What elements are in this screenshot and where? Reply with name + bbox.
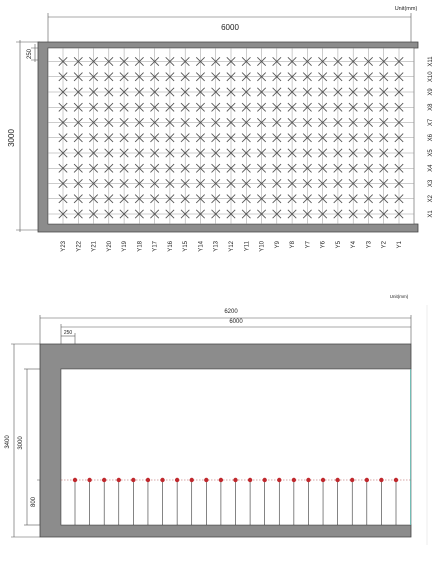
plan-y-label: Y14 <box>198 241 205 252</box>
plan-y-label: Y13 <box>213 241 220 252</box>
elevation-inner-height-label: 3000 <box>18 436 24 450</box>
plan-y-label: Y1 <box>397 241 403 249</box>
plan-x-label: X8 <box>428 103 434 111</box>
plan-x-label: X7 <box>428 118 434 127</box>
plan-offset-label: 250 <box>27 48 33 60</box>
plan-height-label: 3000 <box>7 129 16 147</box>
elevation-total-height-label: 3400 <box>5 435 11 449</box>
plan-y-label: Y20 <box>106 241 113 252</box>
plan-y-label: Y21 <box>91 241 98 252</box>
plan-x-label: X4 <box>428 164 434 172</box>
plan-view <box>7 6 434 252</box>
plan-y-label: Y3 <box>366 241 373 249</box>
plan-width-label: 6000 <box>221 23 239 32</box>
plan-y-label: Y19 <box>122 241 129 252</box>
elevation-inner-area <box>61 369 411 525</box>
plan-y-label: Y15 <box>183 241 190 252</box>
plan-x-label: X2 <box>428 195 434 203</box>
plan-x-label: X11 <box>428 56 434 67</box>
plan-y-label: Y17 <box>152 241 159 252</box>
plan-x-label: X5 <box>428 149 434 157</box>
elevation-outer-width-label: 6200 <box>224 309 238 315</box>
elevation-view <box>5 294 427 545</box>
plan-y-label: Y22 <box>76 241 83 252</box>
plan-y-label: Y9 <box>274 241 281 249</box>
plan-y-label: Y7 <box>305 241 312 249</box>
plan-y-label: Y6 <box>320 241 327 249</box>
plan-y-label: Y18 <box>137 241 144 252</box>
plan-x-label: X3 <box>428 179 434 188</box>
elevation-unit-label: Unit(mm) <box>389 294 409 299</box>
elevation-inner-width-label: 6000 <box>229 319 243 325</box>
plan-unit-label: Unit(mm) <box>394 6 418 12</box>
plan-y-label: Y8 <box>290 241 297 249</box>
plan-y-label: Y11 <box>244 241 251 252</box>
plan-y-label: Y2 <box>381 241 388 249</box>
plan-y-label: Y10 <box>259 241 266 252</box>
elevation-offset-label: 250 <box>63 330 73 336</box>
plan-x-label: X10 <box>428 71 434 83</box>
plan-y-label: Y23 <box>61 241 67 252</box>
plan-y-labels <box>61 240 403 251</box>
plan-x-label: X9 <box>428 88 434 96</box>
plan-y-label: Y4 <box>351 241 358 249</box>
plan-y-label: Y16 <box>167 241 174 252</box>
plan-x-label: X6 <box>428 134 434 142</box>
plan-x-labels <box>428 56 434 218</box>
plan-x-label: X1 <box>428 210 434 218</box>
plan-y-label: Y5 <box>335 241 342 249</box>
plan-y-label: Y12 <box>229 241 235 252</box>
elevation-point-height-label: 800 <box>31 496 37 508</box>
